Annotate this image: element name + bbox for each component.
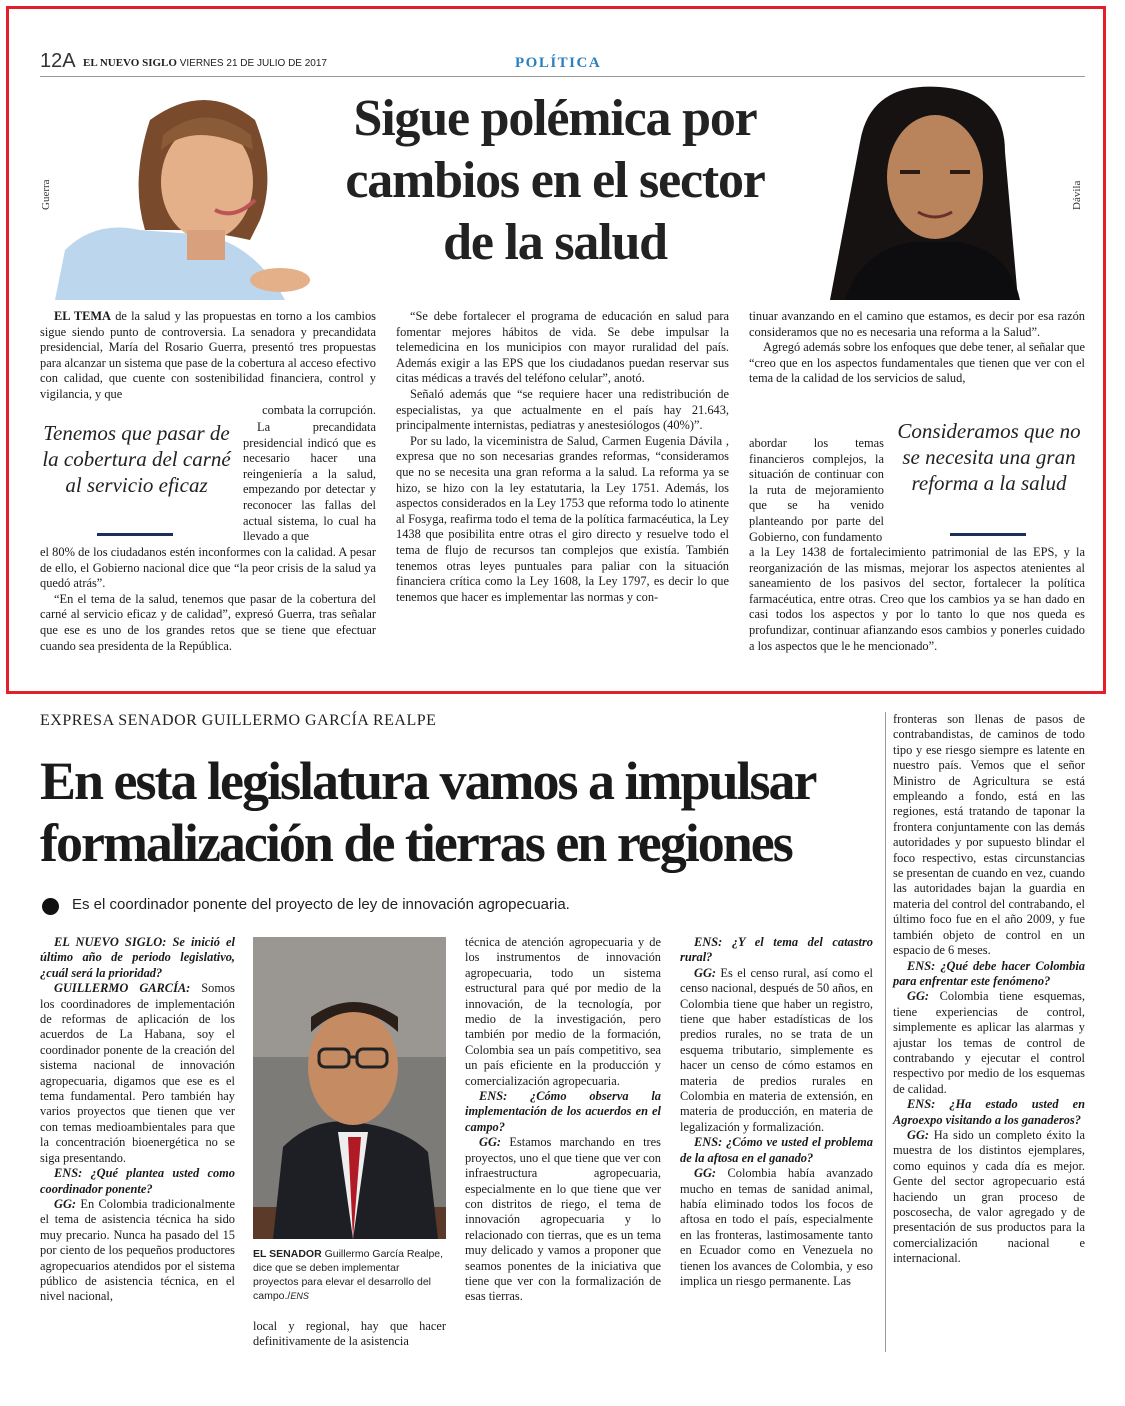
body-text: Estamos marchando en tres proyectos, uno el que tiene que ver con infraestructura agropecuaria, especialmente en lo que tiene que ver con distritos de riego, el tema de innovación agropecuaria y lo relacionado con tierras, que es un tema muy delicado y vamos a proponer que seamos ponentes de la iniciativa que tiene que ver con la formalización de esas tierras. <box>465 1135 661 1304</box>
top-col-3-tail <box>749 545 1085 654</box>
body-text: a la Ley 1438 de fortalecimiento patrimonial de las EPS, y la reorganización de las mismas, mejorar los aspectos atenientes al saneamiento de los pasivos del sector, fortalecer la política farmacéutica, entre otras. Creo que los cambios ya se han dado en casi todos los aspectos y por lo tanto lo que nos queda es profundizar, continuar afianzando esos cambios y ponerles cuidado a los aspectos que le he mencionado”. <box>749 545 1085 653</box>
top-col-3 <box>749 309 1085 387</box>
speaker: GG: <box>694 1166 717 1181</box>
photo-davila <box>790 82 1065 300</box>
interview-question: ENS: ¿Qué debe hacer Colombia para enfrentar este fenómeno? <box>893 958 1085 988</box>
bottom-col-2-tail <box>253 1319 446 1350</box>
interview-question: ENS: ¿Y el tema del catastro rural? <box>680 935 873 965</box>
body-text: Señaló además que “se requiere hacer una redistribución de especialistas, ya que actualmente en el país hay 21.643, principalmente internistas, pediatras y anestesiólogos (40%)”. <box>396 386 729 433</box>
bottom-col-5 <box>893 712 1085 1267</box>
interview-question: ENS: ¿Cómo observa la implementación de los acuerdos en el campo? <box>465 1089 661 1134</box>
body-text: Colombia tiene esquemas, tiene experiencias de control, simplemente es aplicar las alarmas y ajustar los temas de control de contrabando y ejecutar el control respectivo por medio de los esquemas de calidad. <box>893 989 1085 1096</box>
lead-word: EL TEMA <box>54 309 111 323</box>
top-headline-line: cambios en el sector <box>345 152 765 209</box>
body-text: La precandidata presidencial indicó que es necesario hacer una reingeniería a la salud, empezando por detectar y reconocer las fallas del actual sistema, lo cual ha llevado a que <box>243 420 376 544</box>
top-col-1-tail <box>40 545 376 654</box>
photo-credit-guerra: Guerra <box>40 179 52 210</box>
body-text: Es el censo rural, así como el censo nacional, después de 50 años, en Colombia tiene que haber un registro, tiene que haber estadísticas de los predios rurales, no se trata de un esquema tributario, simplemente es hacer un censo de cómo estamos en materia de predios rurales en Colombia en materia de extensión, en materia de producción, en materia de legalización y formalización. <box>680 965 873 1134</box>
top-col-2 <box>396 309 729 605</box>
body-text: Somos los coordinadores de implementación de reformas de aplicación de los acuerdos de La Habana, soy el coordinador ponente de la creación del sistema nacional de innovación agropecuaria, digamos que ese es el tema fundamental. Pero también hay varios proyectos que tienen que ver con temas medioambientales para que la concentración bioenergética no se siga presentando. <box>40 981 235 1165</box>
body-text: local y regional, hay que hacer definitivamente de la asistencia <box>253 1319 446 1349</box>
top-headline-line: de la salud <box>443 214 667 271</box>
page-number: 12A <box>40 50 76 72</box>
bottom-headline-line: En esta legislatura vamos a impulsar <box>40 751 816 811</box>
issue-date: VIERNES 21 DE JULIO DE 2017 <box>179 58 327 69</box>
body-text: Ha sido un completo éxito la muestra de los distintos ejemplares, como equinos y cada día es mejor. Gente del sector agropecuario está haciendo un gran proceso de poscosecha, de valor agregado y de presentación de sus productos para la comercialización nacional e internacional. <box>893 1127 1085 1266</box>
body-text: fronteras son llenas de pasos de contrabandistas, de caminos de todo tipo y ese riesgo siempre es latente en nuestro país. Vemos que el señor Ministro de Agricultura se está empleando a fondo, está en las regiones, está tratando de taponar la frontera conjuntamente con las demás autoridades y por supuesto blindar el foco respectivo, estas circunstancias se presentan de cuando en vez, cuando las autoridades bajan la guardia en materia del control del contrabando, el último foco fue en el año 2009, y fue también objeto de control en un espacio de 6 meses. <box>893 712 1085 958</box>
top-headline <box>320 88 790 274</box>
photo-senator <box>253 937 446 1239</box>
body-text: Colombia había avanzado mucho en temas de sanidad animal, había eliminado todos los focos de aftosa en todo el país, especialmente en las fronteras, lastimosamente tanto en Ecuador como en Venezuela no tienen los avances de Colombia, y eso implica un riesgo permanente. Las <box>680 1166 873 1288</box>
speaker: GUILLERMO GARCÍA: <box>54 981 191 996</box>
top-col-1 <box>40 309 376 418</box>
photo-guerra <box>55 80 317 300</box>
speaker: GG: <box>907 989 930 1004</box>
top-headline-line: Sigue polémica por <box>353 90 757 147</box>
bullet-icon <box>42 898 59 915</box>
section-label: POLÍTICA <box>515 55 602 71</box>
body-text: Por su lado, la viceministra de Salud, Carmen Eugenia Dávila , expresa que no son necesarias grandes reformas, “consideramos que no se necesita una gran reforma a la salud. La reforma ya se hizo, se hizo con la ley estatutaria, la Ley 1751. Además, los aspectos considerados en la Ley 1753 que reforma todo lo atinente al Fosyga, reafirma todo el tema de la política farmacéutica, la Ley 1438 que posibilita entre otras el giro directo y resuelve todo el tema de flujo de recursos tan complejos que existía. También tenemos otras leyes puntuales para paliar con la situación financiera crítica como la Ley 1608, la Ley 1797, es decir lo que tenemos que hacer es implementar las normas y con- <box>396 433 729 604</box>
column-divider <box>885 712 886 1352</box>
pull-quote-left: Tenemos que pasar de la cobertura del carné al servicio eficaz <box>42 421 231 497</box>
body-text: técnica de atención agropecuaria y de los instrumentos de innovación agropecuaria, todo un sistema estructural para qué por medio de la innovación, de la tecnología, por medio de la investigación, pero también por medio de la formación, Colombia sea un país competitivo, sea un país eficiente en la producción y comercialización agropecuaria. <box>465 935 661 1088</box>
body-text: de la salud y las propuestas en torno a los cambios sigue siendo punto de controversia. La senadora y precandidata presidencial, María del Rosario Guerra, presentó tres propuestas para alcanzar un sistema que pase de la cobertura al acceso efectivo con calidad, que cuente con sostenibilidad financiera, control y vigilancia, y que <box>40 309 377 401</box>
interview-question: ENS: ¿Ha estado usted en Agroexpo visitando a los ganaderos? <box>893 1097 1085 1127</box>
bottom-col-3 <box>465 935 661 1305</box>
interview-question: ENS: ¿Cómo ve usted el problema de la aftosa en el ganado? <box>680 1135 873 1165</box>
photo-credit-davila: Dávila <box>1071 180 1083 210</box>
body-text: Agregó además sobre los enfoques que debe tener, al señalar que “creo que en los aspectos fundamentales que tienen que ver con el tema de la calidad de los servicios de salud, <box>749 340 1085 386</box>
pull-quote-rule <box>950 533 1026 536</box>
bottom-col-1 <box>40 935 235 1305</box>
kicker: EXPRESA SENADOR GUILLERMO GARCÍA REALPE <box>40 712 437 729</box>
photo-caption <box>253 1247 446 1303</box>
body-text: el 80% de los ciudadanos estén inconformes con la calidad. A pesar de ello, el Gobierno nacional dice que “la peor crisis de la salud ya quedó atrás”. <box>40 545 376 591</box>
body-text: abordar los temas financieros complejos, la situación de continuar con la ruta de mejoramiento que se ha venido planteando por parte del Gobierno, con fundamento <box>749 436 884 544</box>
interview-question: ENS: ¿Qué plantea usted como coordinador ponente? <box>40 1166 235 1196</box>
body-text: combata la corrupción. <box>262 402 376 417</box>
pull-quote-right: Consideramos que no se necesita una gran reforma a la salud <box>897 419 1081 495</box>
body-text: “Se debe fortalecer el programa de educación en salud para fomentar mejores hábitos de vida. Se debe impulsar la telemedicina en los municipios con mayor ruralidad del país. Además exigir a las EPS que los ciudadanos puedan reservar sus citas médicas a través del teléfono celular”, anotó. <box>396 309 729 386</box>
header-rule <box>40 76 1085 77</box>
caption-text: Guillermo García Realpe, dice que se deben implementar proyectos para elevar el desarrollo del campo./ <box>253 1248 444 1302</box>
speaker: GG: <box>479 1135 502 1150</box>
caption-credit: ENS <box>290 1291 309 1301</box>
body-text: En Colombia tradicionalmente el tema de asistencia técnica ha sido muy precario. Nunca ha pasado del 15 por ciento de los pequeños productores agropecuarios atendidos por el sistema público de asistencia técnica, en el nivel nacional, <box>40 1196 235 1304</box>
subheadline: Es el coordinador ponente del proyecto de ley de innovación agropecuaria. <box>72 896 570 913</box>
body-text: tinuar avanzando en el camino que estamos, es decir por esa razón consideramos que no es necesaria una reforma a la Salud”. <box>749 309 1085 339</box>
bottom-headline-line: formalización de tierras en regiones <box>40 813 792 873</box>
speaker: GG: <box>694 965 717 980</box>
interview-question: EL NUEVO SIGLO: Se inició el último año de periodo legislativo, ¿cuál será la prioridad? <box>40 935 235 980</box>
bottom-col-4 <box>680 935 873 1289</box>
speaker: GG: <box>907 1127 930 1142</box>
pull-quote-rule <box>97 533 173 536</box>
caption-lead: EL SENADOR <box>253 1248 322 1260</box>
body-text: “En el tema de la salud, tenemos que pasar de la cobertura del carné al servicio eficaz y de calidad”, expresó Guerra, tras señalar que ese es uno de los grandes retos que se tiene que efectuar cuando sea presidenta de la República. <box>40 591 376 653</box>
top-col-3-wrap <box>749 436 884 545</box>
top-col-1-wrap <box>243 420 376 545</box>
masthead <box>83 57 327 69</box>
bottom-headline <box>40 750 885 874</box>
speaker: GG: <box>54 1196 77 1211</box>
paper-name: EL NUEVO SIGLO <box>83 57 177 69</box>
